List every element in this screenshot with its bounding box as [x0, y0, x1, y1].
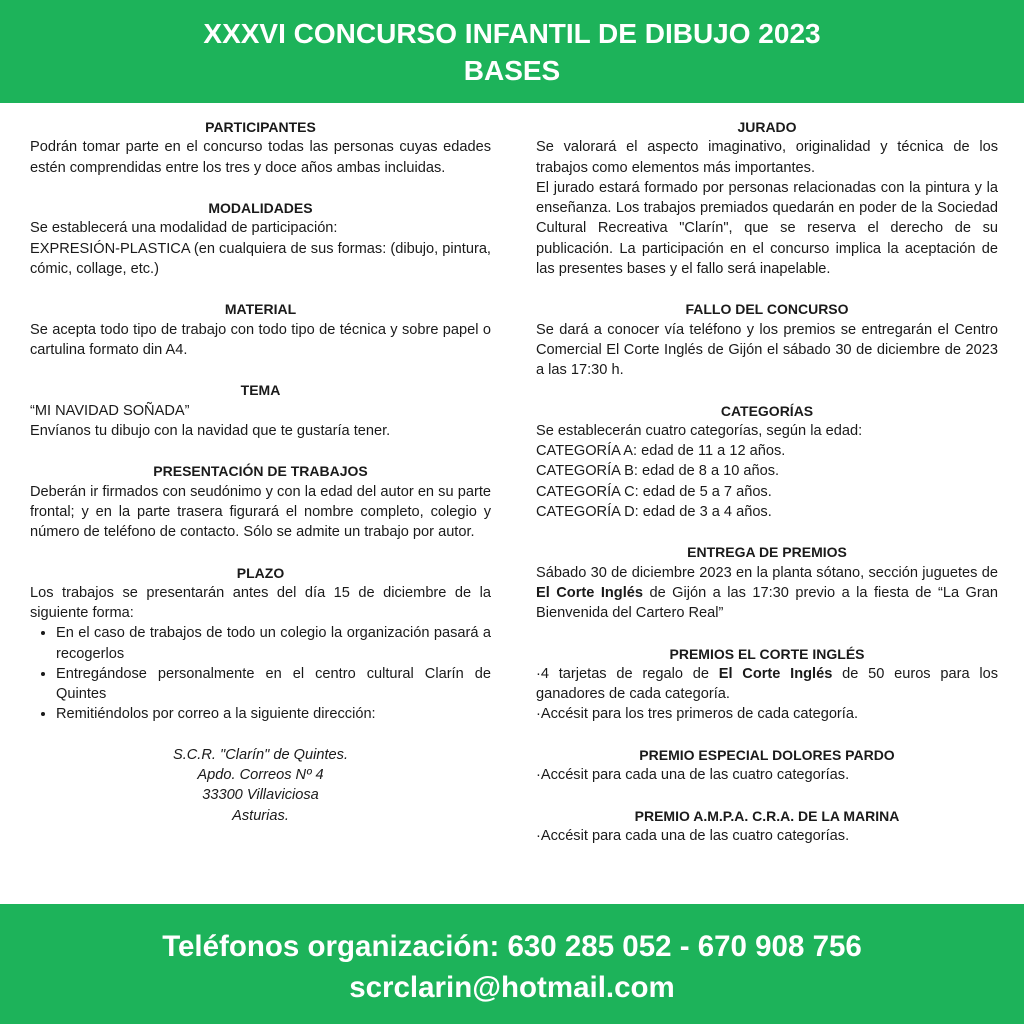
- section-text: Se valorará el aspecto imaginativo, originalidad y técnica de los trabajos como elementos más importantes.: [536, 139, 998, 176]
- store-name: El Corte Inglés: [536, 584, 643, 601]
- section-premios-eci: [536, 644, 998, 725]
- section-heading: PARTICIPANTES: [205, 119, 316, 135]
- category-item: CATEGORÍA C: edad de 5 a 7 años.: [536, 483, 772, 500]
- list-item: • Entregándose personalmente en el centro cultural Clarín de Quintes: [56, 664, 491, 705]
- section-plazo: [30, 563, 491, 826]
- section-text: Deberán ir firmados con seudónimo y con la edad del autor en su parte frontal; y en la parte trasera figurará el nombre completo, colegio y número de teléfono de contacto. Sólo se admite un trabajo por autor.: [30, 483, 491, 540]
- postal-address: [30, 745, 491, 826]
- section-presentacion: [30, 461, 491, 542]
- contact-phones: Teléfonos organización: 630 285 052 - 670 908 756: [162, 930, 862, 963]
- theme-name: “MI NAVIDAD SOÑADA”: [30, 402, 190, 419]
- section-text: [536, 563, 998, 624]
- address-line: S.C.R. "Clarín" de Quintes.: [172, 746, 348, 763]
- section-premio-dolores: [536, 745, 998, 786]
- section-text: Se dará a conocer vía teléfono y los premios se entregarán el Centro Comercial El Corte Inglés de Gijón el sábado 30 de diciembre de 2023 a las 17:30 h.: [536, 321, 998, 378]
- category-item: CATEGORÍA D: edad de 3 a 4 años.: [536, 503, 772, 520]
- text-run: de 50 euros para los ganadores de cada categoría.: [536, 665, 999, 702]
- bases-title: BASES: [463, 55, 561, 86]
- address-line: Apdo. Correos Nº 4: [197, 767, 324, 783]
- section-heading: PLAZO: [236, 564, 285, 581]
- category-item: CATEGORÍA A: edad de 11 a 12 años.: [536, 443, 786, 459]
- section-text: ·Accésit para los tres primeros de cada categoría.: [536, 706, 859, 723]
- right-column: [536, 117, 998, 866]
- address-line: 33300 Villaviciosa: [202, 787, 319, 804]
- text-run: de Gijón a las 17:30 previo a la fiesta de “La Gran Bienvenida del Cartero Real”: [536, 584, 998, 621]
- left-column: [30, 117, 491, 846]
- section-heading: JURADO: [737, 119, 797, 135]
- section-text: Podrán tomar parte en el concurso todas las personas cuyas edades estén comprendidas entre los tres y doce años ambas incluidas.: [30, 139, 491, 176]
- section-text: Se establecerá una modalidad de participación:: [30, 220, 338, 237]
- list-item: • Remitiéndolos por correo a la siguiente dirección:: [56, 704, 491, 724]
- section-text: Los trabajos se presentarán antes del día 15 de diciembre de la siguiente forma:: [30, 584, 491, 621]
- delivery-methods-list: [30, 623, 491, 724]
- section-participantes: [30, 117, 491, 178]
- section-heading: PREMIO A.M.P.A. C.R.A. DE LA MARINA: [634, 807, 900, 824]
- section-jurado: [536, 117, 998, 279]
- section-heading: ENTREGA DE PREMIOS: [687, 544, 847, 561]
- section-text: ·Accésit para cada una de las cuatro categorías.: [536, 767, 850, 783]
- footer-banner: [0, 904, 1024, 1024]
- section-heading: PREMIOS EL CORTE INGLÉS: [669, 645, 865, 662]
- section-modalidades: [30, 198, 491, 279]
- text-run: Sábado 30 de diciembre 2023 en la planta sótano, sección juguetes de: [536, 564, 998, 581]
- list-item: • En el caso de trabajos de todo un colegio la organización pasará a recogerlos: [56, 623, 491, 664]
- section-heading: MATERIAL: [224, 301, 297, 318]
- section-text: [536, 664, 998, 705]
- section-heading: PRESENTACIÓN DE TRABAJOS: [153, 463, 368, 480]
- section-categorias: [536, 401, 998, 523]
- section-heading: FALLO DEL CONCURSO: [685, 301, 849, 318]
- section-text: Se acepta todo tipo de trabajo con todo tipo de técnica y sobre papel o cartulina formato din A4.: [30, 321, 491, 358]
- section-premio-ampa: [536, 806, 998, 847]
- section-heading: MODALIDADES: [208, 200, 313, 216]
- section-text: El jurado estará formado por personas relacionadas con la pintura y la enseñanza. Los trabajos premiados quedarán en poder de la Sociedad Cultural Recreativa "Clarín", que se reserva el derecho de su publicación. La participación en el concurso implica la aceptación de las presentes bases y el fallo será inapelable.: [536, 179, 998, 277]
- section-text: Se establecerán cuatro categorías, según la edad:: [536, 422, 863, 439]
- section-text: ·Accésit para cada una de las cuatro categorías.: [536, 827, 850, 844]
- section-entrega: [536, 542, 998, 623]
- text-run: ·4 tarjetas de regalo de: [536, 665, 719, 682]
- category-item: CATEGORÍA B: edad de 8 a 10 años.: [536, 463, 780, 480]
- contest-title: XXXVI CONCURSO INFANTIL DE DIBUJO 2023: [203, 18, 821, 49]
- section-heading: PREMIO ESPECIAL DOLORES PARDO: [639, 746, 895, 763]
- store-name: El Corte Inglés: [718, 665, 833, 682]
- section-text: Envíanos tu dibujo con la navidad que te gustaría tener.: [30, 422, 391, 439]
- address-line: Asturias.: [232, 807, 289, 824]
- section-fallo: [536, 299, 998, 380]
- section-heading: TEMA: [240, 382, 281, 399]
- header-banner: [0, 0, 1024, 103]
- section-material: [30, 299, 491, 360]
- contact-email: scrclarin@hotmail.com: [349, 971, 675, 1004]
- section-tema: [30, 380, 491, 441]
- section-text: EXPRESIÓN-PLASTICA (en cualquiera de sus formas: (dibujo, pintura, cómic, collage, etc.): [30, 240, 491, 277]
- section-heading: CATEGORÍAS: [720, 402, 814, 419]
